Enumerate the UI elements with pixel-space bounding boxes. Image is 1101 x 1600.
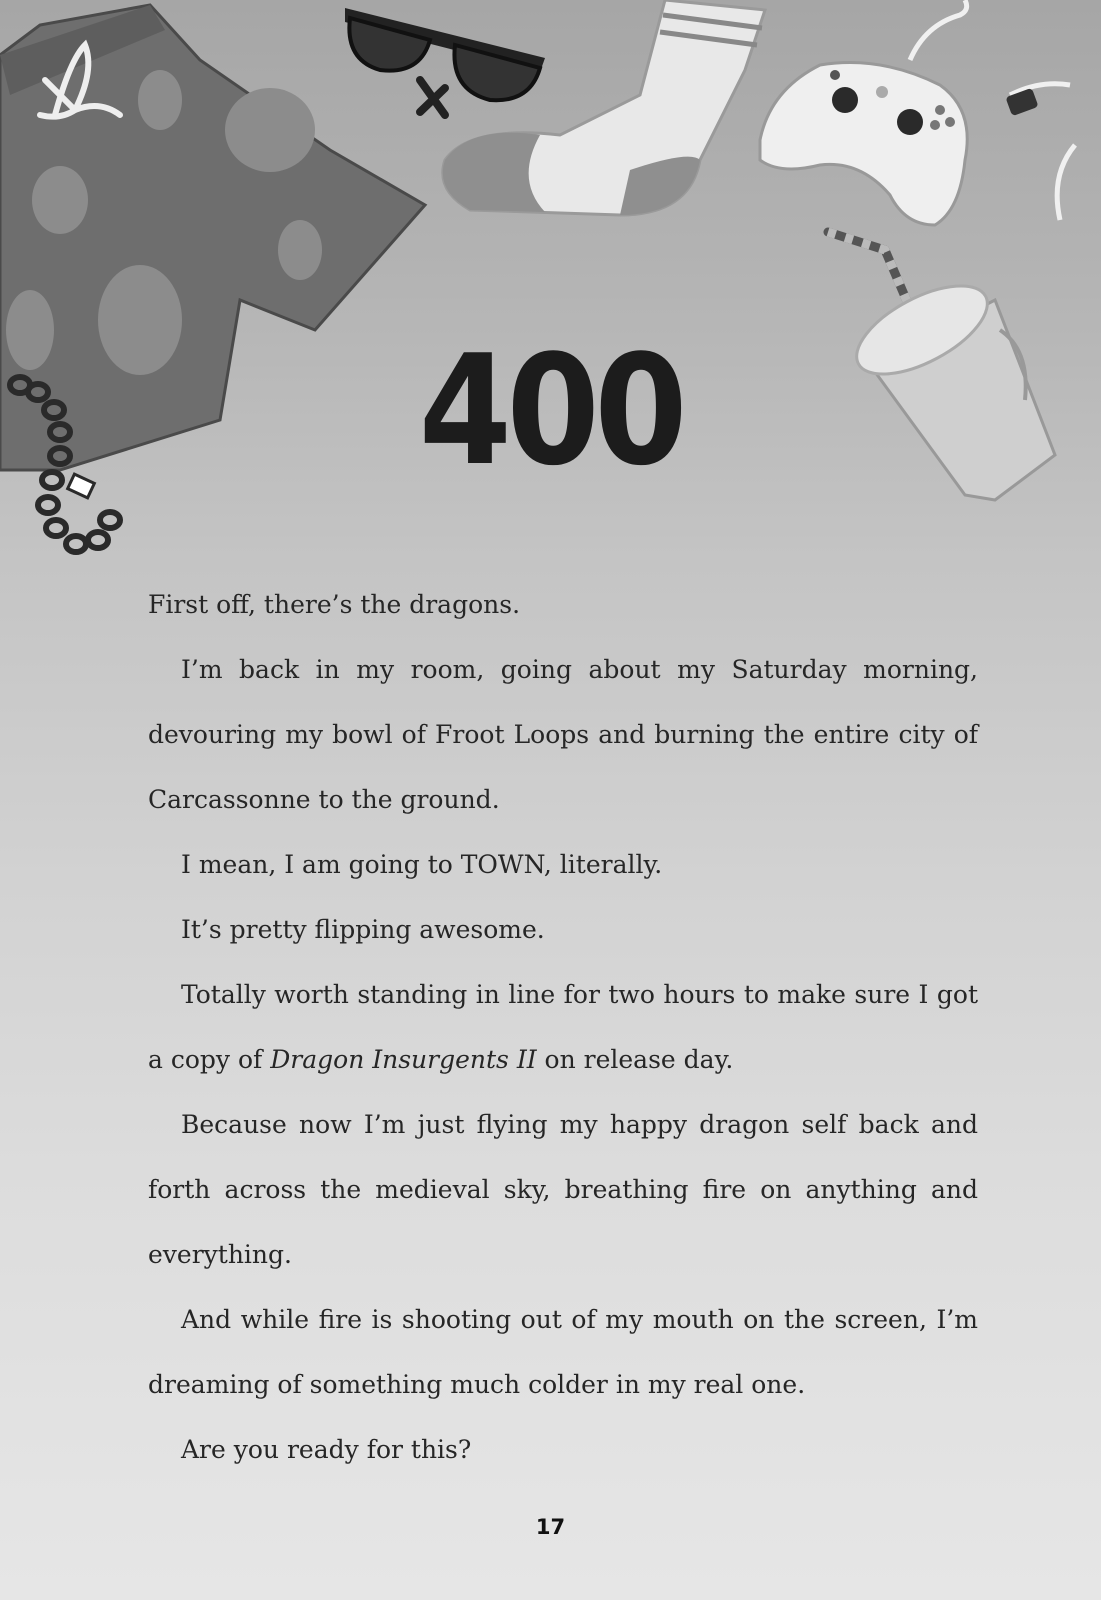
game-controller-icon [760, 0, 1075, 225]
chapter-body [148, 572, 978, 1482]
paragraph: I’m back in my room, going about my Saturday morning, devouring my bowl of Froot Loops and burning the entire city of Carcassonne to the ground. [148, 655, 978, 814]
paragraph-text: Totally worth standing in line for two hours to make sure I got a copy of [148, 980, 978, 1074]
sock-icon [443, 0, 765, 215]
paragraph [148, 962, 978, 1092]
paragraph: Because now I’m just flying my happy dragon self back and forth across the medieval sky, breathing fire on anything and everything. [148, 1110, 978, 1269]
page-number: 17 [535, 1515, 566, 1539]
paragraph: And while fire is shooting out of my mouth on the screen, I’m dreaming of something much colder in my real one. [148, 1305, 978, 1399]
game-title: Dragon Insurgents II [270, 1045, 537, 1074]
paragraph: First off, there’s the dragons. [148, 590, 521, 619]
paragraph-text: on release day. [544, 1045, 734, 1074]
sunglasses-icon [345, 8, 545, 115]
chapter-number: 400 [418, 322, 683, 499]
paragraph: Are you ready for this? [181, 1435, 472, 1464]
header-illustration [0, 0, 1101, 600]
paragraph: I mean, I am going to TOWN, literally. [181, 850, 663, 879]
paragraph: It’s pretty flipping awesome. [181, 915, 545, 944]
